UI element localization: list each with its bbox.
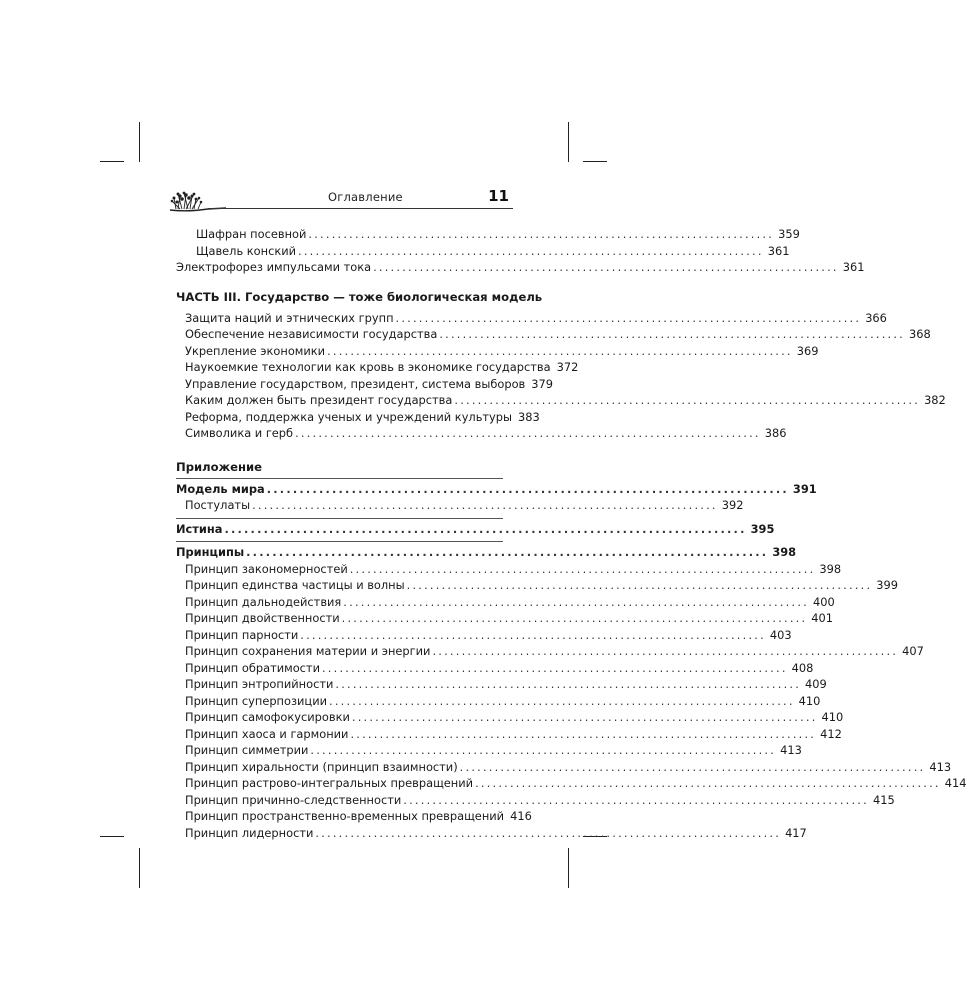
leader-dots: ................................................................................ <box>373 260 839 274</box>
toc-entry-page: 413 <box>780 743 802 757</box>
toc-entry-page: 409 <box>805 677 827 691</box>
toc-entry[interactable] <box>176 497 744 514</box>
toc-entry-title: Принцип лидерности <box>185 825 314 840</box>
crop-mark <box>568 848 569 888</box>
leader-dots: ................................................................................ <box>224 521 747 536</box>
leader-dots: ................................................................................ <box>266 481 789 496</box>
toc-entry-title: Принцип обратимости <box>185 660 320 675</box>
toc-entry-title: Принцип самофокусировки <box>185 710 350 724</box>
divider <box>176 541 503 542</box>
toc-entry[interactable] <box>176 577 899 594</box>
toc-entry-title: Принцип единства частицы и волны <box>185 578 405 592</box>
crop-mark <box>139 848 140 888</box>
toc-entry-title: Принцип закономерностей <box>185 561 348 576</box>
toc-entry-page: 368 <box>909 327 931 341</box>
toc-entry[interactable] <box>176 544 797 561</box>
leader-dots: ................................................................................ <box>327 343 793 358</box>
leader-dots: ................................................................................ <box>403 792 869 807</box>
toc-entry-page: 407 <box>902 644 924 658</box>
divider <box>176 478 503 479</box>
leader-dots: ................................................................................ <box>432 644 899 658</box>
toc-entry-page: 416 <box>510 809 532 823</box>
tree-branch-icon <box>168 186 228 216</box>
leader-dots: ................................................................................ <box>310 743 777 757</box>
toc-entry-title: Наукоемкие технологии как кровь в экономике государства <box>185 360 551 374</box>
toc-entry[interactable] <box>176 693 821 710</box>
toc-entry-title: Принцип хаоса и гармонии <box>185 726 349 741</box>
toc-entry-page: 398 <box>819 561 842 576</box>
crop-mark <box>139 122 140 162</box>
toc-entry-title: Щавель конский <box>196 243 297 258</box>
toc-entry-title: Истина <box>176 521 223 536</box>
toc-entry[interactable] <box>176 226 800 243</box>
toc-entry-title: Принцип парности <box>185 627 299 642</box>
leader-dots: ................................................................................ <box>439 327 905 341</box>
toc-entry[interactable] <box>176 392 946 409</box>
page-number: 11 <box>488 187 509 205</box>
leader-dots: ................................................................................ <box>351 710 818 724</box>
toc-entry[interactable] <box>176 359 579 376</box>
leader-dots: ................................................................................ <box>350 726 817 741</box>
toc-entry[interactable] <box>176 676 827 693</box>
toc-entry-page: 399 <box>876 578 899 592</box>
table-of-contents <box>176 226 966 841</box>
toc-entry-title: Принципы <box>176 545 245 559</box>
toc-entry[interactable] <box>176 709 844 726</box>
toc-entry-title: Принцип энтропийности <box>185 677 334 691</box>
toc-entry-page: 401 <box>811 611 834 625</box>
leader-dots: ................................................................................ <box>335 677 802 691</box>
toc-entry-page: 383 <box>518 409 540 424</box>
toc-entry[interactable] <box>176 243 790 260</box>
toc-entry-title: Символика и герб <box>185 426 294 440</box>
toc-entry-page: 414 <box>944 776 966 790</box>
leader-dots: ................................................................................ <box>308 227 775 241</box>
toc-entry-page: 398 <box>772 545 797 559</box>
toc-entry-title: Постулаты <box>185 498 251 512</box>
toc-entry[interactable] <box>176 792 895 809</box>
toc-entry[interactable] <box>176 775 966 792</box>
toc-entry-page: 410 <box>798 693 821 708</box>
leader-dots: ................................................................................ <box>252 498 718 512</box>
toc-entry[interactable] <box>176 759 952 776</box>
toc-entry[interactable] <box>176 627 792 644</box>
toc-entry-page: 386 <box>764 426 787 440</box>
toc-entry[interactable] <box>176 643 924 660</box>
toc-entry-page: 408 <box>791 660 814 675</box>
toc-entry[interactable] <box>176 425 787 442</box>
toc-entry-page: 382 <box>924 393 946 407</box>
toc-entry[interactable] <box>176 808 532 825</box>
toc-entry[interactable] <box>176 259 865 276</box>
toc-entry-title: Принцип причинно-следственности <box>185 792 402 807</box>
toc-entry-page: 366 <box>865 310 887 325</box>
toc-entry[interactable] <box>176 521 775 538</box>
toc-entry-page: 410 <box>821 710 844 724</box>
toc-entry-page: 403 <box>769 627 792 642</box>
toc-entry[interactable] <box>176 825 807 842</box>
toc-entry[interactable] <box>176 660 814 677</box>
toc-entry[interactable] <box>176 343 819 360</box>
toc-entry[interactable] <box>176 742 802 759</box>
toc-entry-title: Принцип двойственности <box>185 611 340 625</box>
crop-mark <box>583 161 607 162</box>
toc-entry-title: Модель мира <box>176 481 265 496</box>
toc-entry-title: Принцип суперпозиции <box>185 693 327 708</box>
part-heading: ЧАСТЬ III. Государство — тоже биологическая модель <box>176 289 543 304</box>
toc-entry-page: 369 <box>796 343 819 358</box>
leader-dots: ................................................................................ <box>295 426 761 440</box>
header-rule <box>208 208 513 209</box>
toc-entry[interactable] <box>176 594 835 611</box>
leader-dots: ................................................................................ <box>454 393 921 407</box>
leader-dots: ................................................................................ <box>300 627 766 642</box>
toc-entry-page: 372 <box>556 360 579 374</box>
leader-dots: ................................................................................ <box>329 693 795 708</box>
toc-entry-title: Принцип сохранения материи и энергии <box>185 644 431 658</box>
leader-dots: ................................................................................ <box>406 578 873 592</box>
leader-dots: ................................................................................ <box>349 561 816 576</box>
toc-entry-title: Электрофорез импульсами тока <box>176 260 372 274</box>
toc-entry-title: Принцип пространственно-временных превращений <box>185 809 505 823</box>
toc-entry[interactable] <box>176 376 554 393</box>
toc-entry-title: Укрепление экономики <box>185 343 326 358</box>
toc-entry-page: 415 <box>872 792 895 807</box>
crop-mark <box>100 836 124 837</box>
toc-entry[interactable] <box>176 409 540 426</box>
toc-entry-title: Принцип хиральности (принцип взаимности) <box>185 759 458 774</box>
toc-entry-page: 379 <box>531 376 554 391</box>
toc-entry-title: Принцип дальнодействия <box>185 594 342 609</box>
leader-dots: ................................................................................ <box>246 545 769 559</box>
toc-entry[interactable] <box>176 326 931 343</box>
crop-mark <box>100 161 124 162</box>
toc-entry-page: 391 <box>792 481 817 496</box>
toc-entry-title: Управление государством, президент, система выборов <box>185 376 526 391</box>
divider <box>176 518 503 519</box>
toc-entry-page: 417 <box>785 825 807 840</box>
toc-entry-page: 361 <box>842 260 865 274</box>
toc-entry-title: Каким должен быть президент государства <box>185 393 453 407</box>
toc-entry-page: 395 <box>750 521 775 536</box>
appendix-heading: Приложение <box>176 459 262 474</box>
header-title: Оглавление <box>328 190 403 204</box>
crop-mark <box>568 122 569 162</box>
toc-entry-page: 400 <box>812 594 835 609</box>
toc-entry-page: 361 <box>767 243 790 258</box>
toc-entry-title: Принцип растрово-интегральных превращений <box>185 776 474 790</box>
toc-entry-page: 412 <box>820 726 842 741</box>
toc-entry-page: 392 <box>721 498 744 512</box>
toc-entry-title: Обеспечение независимости государства <box>185 327 438 341</box>
leader-dots: ................................................................................ <box>475 776 941 790</box>
leader-dots: ................................................................................ <box>321 660 788 675</box>
leader-dots: ................................................................................ <box>459 759 926 774</box>
leader-dots: ................................................................................ <box>315 825 782 840</box>
toc-entry[interactable] <box>176 610 834 627</box>
leader-dots: ................................................................................ <box>298 243 764 258</box>
leader-dots: ................................................................................ <box>395 310 862 325</box>
toc-entry-title: Реформа, поддержка ученых и учреждений культуры <box>185 409 513 424</box>
toc-entry-title: Защита наций и этнических групп <box>185 310 394 325</box>
leader-dots: ................................................................................ <box>341 611 808 625</box>
toc-entry[interactable] <box>176 310 887 327</box>
toc-entry-title: Принцип симметрии <box>185 743 309 757</box>
toc-entry[interactable] <box>176 726 842 743</box>
toc-entry[interactable] <box>176 561 842 578</box>
toc-entry[interactable] <box>176 481 817 498</box>
toc-entry-title: Шафран посевной <box>196 227 307 241</box>
leader-dots: ................................................................................ <box>343 594 809 609</box>
toc-entry-page: 413 <box>929 759 952 774</box>
toc-entry-page: 359 <box>778 227 800 241</box>
running-header <box>168 186 513 216</box>
